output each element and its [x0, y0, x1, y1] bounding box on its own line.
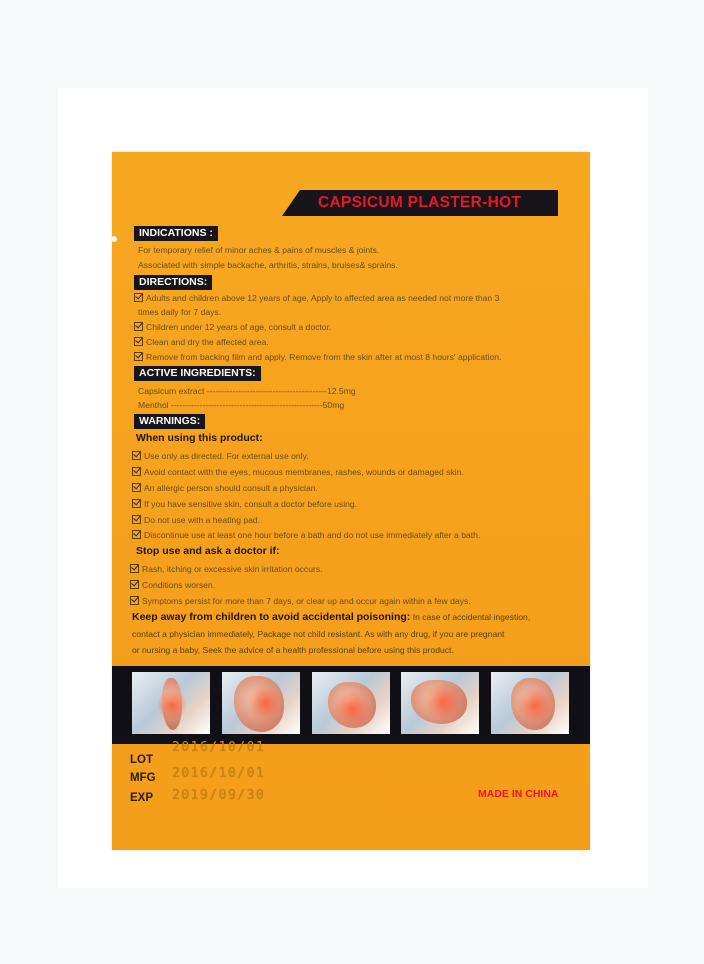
ingredients-header: ACTIVE INGREDIENTS: — [134, 366, 261, 381]
indications-line: For temporary relief of minor aches & pains of muscles & joints. — [138, 245, 380, 255]
plaster-package — [112, 152, 590, 850]
photo-lower-back — [312, 672, 390, 734]
indications-line: Associated with simple backache, arthritis, strains, bruises& sprains. — [138, 260, 398, 270]
lot-label: LOT — [130, 754, 153, 766]
checkbox-icon — [132, 499, 141, 508]
photo-hip — [491, 672, 569, 734]
product-title: CAPSICUM PLASTER-HOT — [318, 194, 522, 211]
exp-label: EXP — [130, 792, 154, 804]
checkbox-icon — [132, 515, 141, 524]
directions-line: Remove from backing film and apply. Remove from the skin after at most 8 hours' application. — [134, 351, 501, 363]
keep-away-line: contact a physician immediately, Package not child resistant. As with any drug, if you are pregnant — [132, 629, 505, 639]
warning-line: Avoid contact with the eyes, mucous membranes, rashes, wounds or damaged skin. — [132, 466, 464, 478]
warning-line: Use only as directed. For external use only. — [132, 450, 309, 462]
warning-line: If you have sensitive skin, consult a doctor before using. — [132, 498, 357, 510]
checkbox-icon — [134, 322, 143, 331]
mfg-label: MFG — [130, 772, 156, 784]
directions-line: Clean and dry the affected area. — [134, 336, 269, 348]
directions-line: Children under 12 years of age, consult a doctor. — [134, 321, 331, 333]
directions-header: DIRECTIONS: — [134, 275, 212, 290]
warning-line: Do not use with a heating pad. — [132, 514, 260, 526]
made-in-label: MADE IN CHINA — [478, 788, 559, 800]
lot-value: 2016/10/01 — [172, 740, 266, 755]
stop-line: Rash, itching or excessive skin irritation occurs. — [130, 563, 323, 575]
checkbox-icon — [134, 352, 143, 361]
checkbox-icon — [132, 467, 141, 476]
checkbox-icon — [130, 580, 139, 589]
checkbox-icon — [134, 337, 143, 346]
mfg-value: 2016/10/01 — [172, 766, 266, 781]
stop-line: Conditions worsen. — [130, 579, 215, 591]
checkbox-icon — [132, 483, 141, 492]
directions-line: times daily for 7 days. — [138, 307, 222, 317]
indications-header: INDICATIONS : — [134, 226, 218, 241]
directions-line: Adults and children above 12 years of age, Apply to affected area as needed not more than 3 — [134, 292, 499, 304]
ingredient-line: Menthol -----------------------------------------------------50mg — [138, 400, 345, 410]
checkbox-icon — [134, 293, 143, 302]
photo-ankle — [132, 672, 210, 734]
checkbox-icon — [132, 530, 141, 539]
checkbox-icon — [130, 564, 139, 573]
photo-knee — [222, 672, 300, 734]
when-using-heading: When using this product: — [136, 432, 263, 444]
ingredient-line: Capsicum extract ------------------------------------------12.5mg — [138, 386, 356, 396]
exp-value: 2019/09/30 — [172, 788, 266, 803]
warning-line: An allergic person should consult a physician. — [132, 482, 318, 494]
warnings-header: WARNINGS: — [134, 414, 205, 429]
tear-notch — [111, 236, 117, 242]
usage-photo-strip — [112, 666, 590, 744]
stop-line: Symptoms persist for more than 7 days, or clear up and occur again within a few days. — [130, 595, 471, 607]
photo-shoulder — [401, 672, 479, 734]
stop-use-heading: Stop use and ask a doctor if: — [136, 545, 280, 557]
keep-away-line: or nursing a baby, Seek the advice of a health professional before using this product. — [132, 645, 454, 655]
checkbox-icon — [132, 451, 141, 460]
warning-line: Discontinue use at least one hour before a bath and do not use immediately after a bath. — [132, 529, 480, 541]
checkbox-icon — [130, 596, 139, 605]
keep-away-line: Keep away from children to avoid accidental poisoning: In case of accidental ingestion, — [132, 611, 531, 623]
